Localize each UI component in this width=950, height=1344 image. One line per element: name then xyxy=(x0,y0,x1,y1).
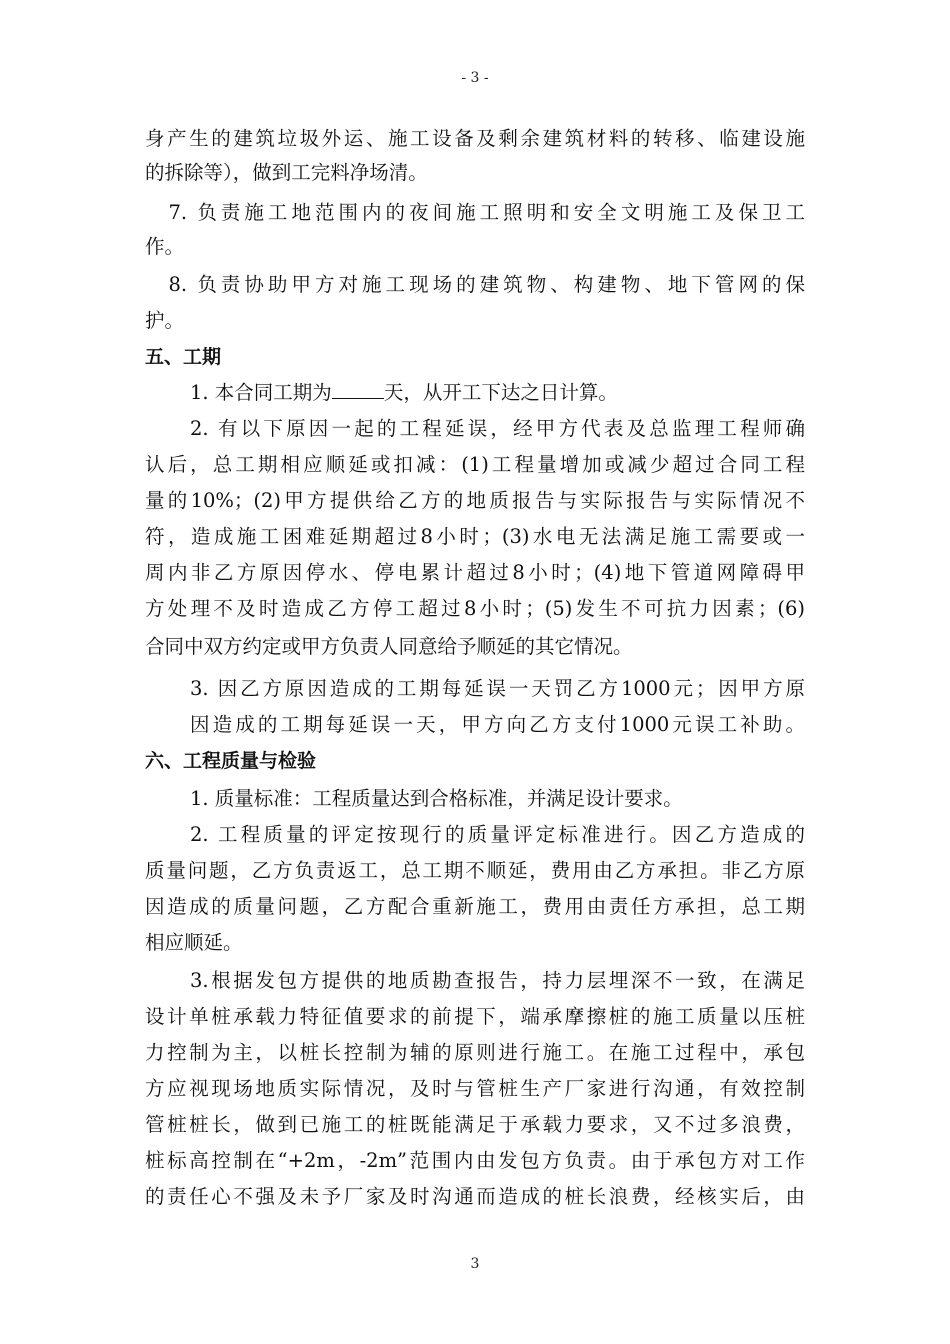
text-line: 护。 xyxy=(145,309,185,332)
text-fragment: 1. 本合同工期为 xyxy=(190,381,332,404)
text-line: 力控制为主，以桩长控制为辅的原则进行施工。在施工过程中，承包 xyxy=(145,1041,805,1064)
text-line: 7. 负责施工地范围内的夜间施工照明和安全文明施工及保卫工 xyxy=(145,201,805,224)
text-line: 因造成的工期每延误一天，甲方向乙方支付1000元误工补助。 xyxy=(190,713,805,736)
text-line: 的拆除等），做到工完料净场清。 xyxy=(145,161,428,184)
text-line: 身产生的建筑垃圾外运、施工设备及剩余建筑材料的转移、临建设施 xyxy=(145,127,805,150)
section-heading: 五、工期 xyxy=(145,346,222,368)
text-line: 3. 因乙方原因造成的工期每延误一天罚乙方1000元；因甲方原 xyxy=(190,677,805,700)
fill-in-blank xyxy=(332,380,384,399)
text-line: 符，造成施工困难延期超过8小时；(3)水电无法满足施工需要或一 xyxy=(145,525,805,548)
section-heading: 六、工程质量与检验 xyxy=(145,750,317,772)
text-line: 3.根据发包方提供的地质勘查报告，持力层埋深不一致，在满足 xyxy=(190,969,805,992)
header-page-label: - 3 - xyxy=(461,70,489,86)
text-line: 合同中双方约定或甲方负责人同意给予顺延的其它情况。 xyxy=(145,635,633,658)
text-line: 设计单桩承载力特征值要求的前提下，端承摩擦桩的施工质量以压桩 xyxy=(145,1005,805,1028)
text-line: 周内非乙方原因停水、停电累计超过8小时；(4)地下管道网障碍甲 xyxy=(145,561,805,584)
text-line: 量的10%；(2)甲方提供给乙方的地质报告与实际报告与实际情况不 xyxy=(145,489,805,512)
text-line: 1. 质量标准：工程质量达到合格标准，并满足设计要求。 xyxy=(190,787,683,810)
text-line: 2. 有以下原因一起的工程延误，经甲方代表及总监理工程师确 xyxy=(190,417,805,440)
text-line: 的责任心不强及未予厂家及时沟通而造成的桩长浪费，经核实后，由 xyxy=(145,1185,805,1208)
text-line: 2. 工程质量的评定按现行的质量评定标准进行。因乙方造成的 xyxy=(190,823,805,846)
footer-page-number: 3 xyxy=(470,1256,480,1272)
text-line: 因造成的质量问题，乙方配合重新施工，费用由责任方承担，总工期 xyxy=(145,895,805,918)
text-line: 桩标高控制在“+2m，-2m”范围内由发包方负责。由于承包方对工作 xyxy=(145,1149,805,1172)
text-line: 管桩桩长，做到已施工的桩既能满足于承载力要求，又不过多浪费， xyxy=(145,1113,805,1136)
text-line: 方处理不及时造成乙方停工超过8小时；(5)发生不可抗力因素；(6) xyxy=(145,597,805,620)
text-line: 方应视现场地质实际情况，及时与管桩生产厂家进行沟通，有效控制 xyxy=(145,1077,805,1100)
text-line: 作。 xyxy=(145,235,185,258)
text-line: 相应顺延。 xyxy=(145,931,243,954)
text-fragment: 天，从开工下达之日计算。 xyxy=(383,381,618,404)
text-line xyxy=(190,378,805,408)
text-line: 质量问题，乙方负责返工，总工期不顺延，费用由乙方承担。非乙方原 xyxy=(145,859,805,882)
text-line: 认后，总工期相应顺延或扣减：(1)工程量增加或减少超过合同工程 xyxy=(145,453,805,476)
text-line: 8. 负责协助甲方对施工现场的建筑物、构建物、地下管网的保 xyxy=(145,273,805,296)
